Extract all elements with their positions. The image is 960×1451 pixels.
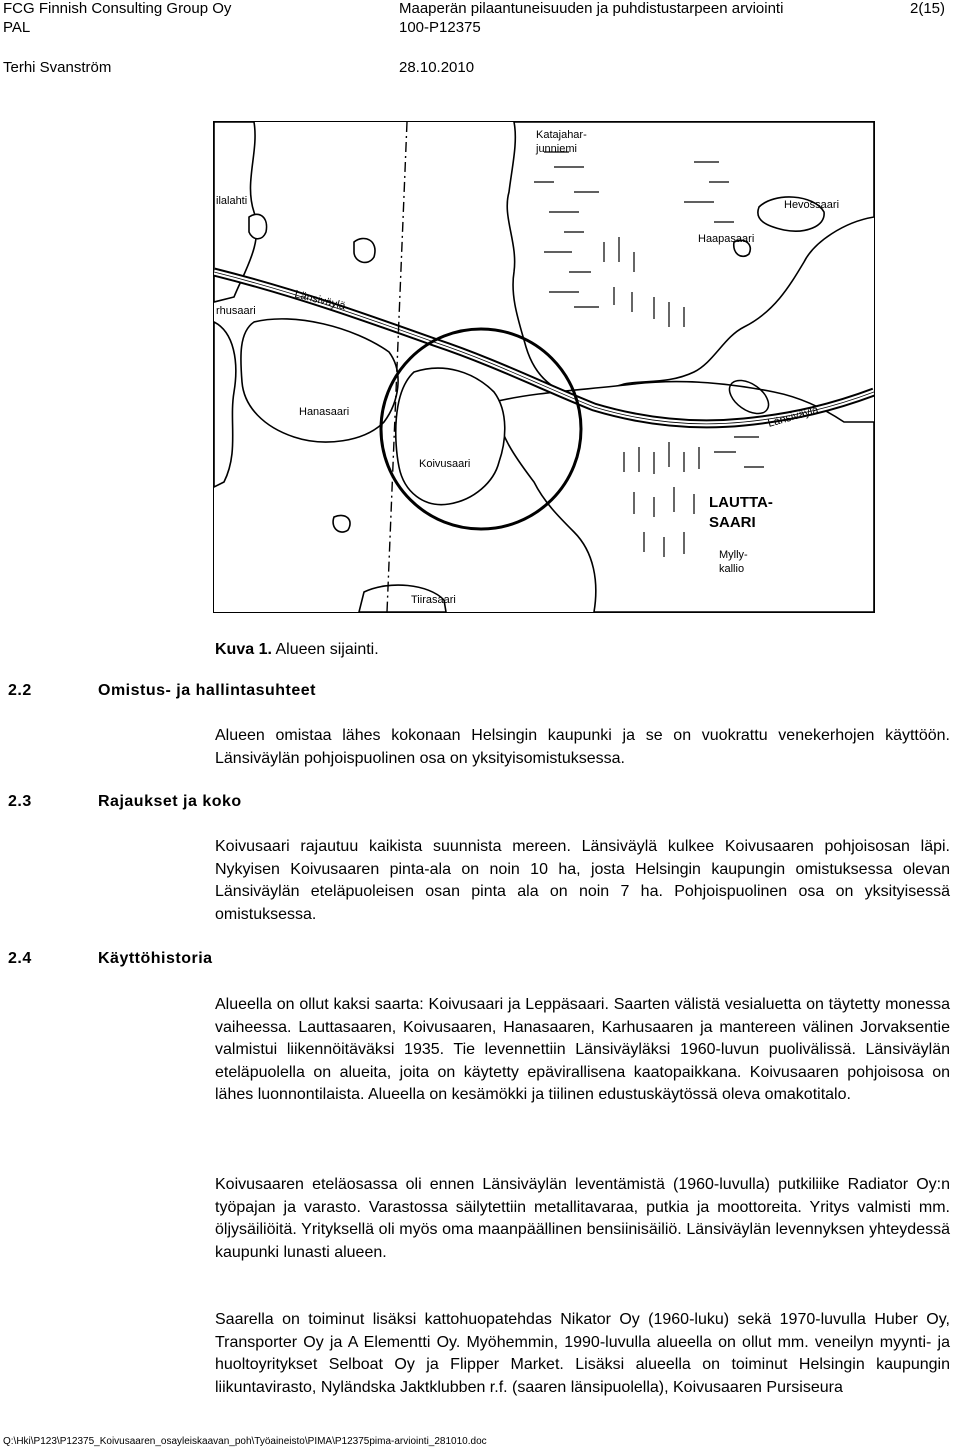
paragraph-ownership: Alueen omistaa lähes kokonaan Helsingin kaupunki ja se on vuokrattu venekerhojen käyttöön. Länsiväylän pohjoispuolinen osa on yksityisomistuksessa.: [215, 727, 950, 767]
figure-caption-label: Kuva 1.: [215, 641, 272, 658]
map-label-hanasaari: Hanasaari: [299, 406, 350, 418]
paragraph-history-1: Alueella on ollut kaksi saarta: Koivusaari ja Leppäsaari. Saarten välistä vesialuetta on täytetty monessa vaiheessa. Lauttasaaren, Koivusaaren, Hanasaaren, Karhusaaren ja mantereen välinen Jorvaksentie valmistui liikennöitäväksi 1935. Tie levennettiin Länsiväyläksi 1960-luvun puolivälissä. Länsiväylän eteläpuolella on alueita, joita on käytetty epävirallisena kaatopaikkana. Koivusaaren pohjoisosa on lähes luonnontilaista. Alueella on kesämökki ja tiilinen edustuskäytössä oleva omakotitalo.: [215, 996, 950, 1103]
project-code: 100-P12375: [399, 19, 481, 36]
company-name: FCG Finnish Consulting Group Oy: [3, 0, 232, 17]
section-number: 2.3: [8, 793, 32, 810]
map-drawing: [214, 122, 874, 612]
map-label-koivusaari: Koivusaari: [419, 458, 471, 470]
map-label-karhusaari: rhusaari: [216, 305, 256, 317]
section-number: 2.4: [8, 950, 32, 967]
location-map: [213, 121, 875, 613]
map-label-lansivayla-west: Länsiväylä: [293, 288, 347, 313]
map-label-hevossaari: Hevossaari: [784, 199, 840, 211]
section-heading-2-4: [8, 950, 213, 968]
section-title: Käyttöhistoria: [98, 950, 213, 967]
map-label-katajaharjunniemi-1: Katajahar-: [536, 129, 587, 141]
map-label-lansivayla-east: Länsiväylä: [766, 404, 820, 430]
paragraph-boundaries: Koivusaari rajautuu kaikista suunnista mereen. Länsiväylä kulkee Koivusaaren pohjoisosan läpi. Nykyisen Koivusaaren pinta-ala on noin 10 ha, josta Helsingin kaupungin omistuksessa olevan Länsiväylän eteläpuoleisen osan pinta ala on noin 7 ha. Pohjoispuolinen osa on yksityisessä omistuksessa.: [215, 838, 950, 923]
map-label-katajaharjunniemi-2: junniemi: [536, 143, 577, 155]
paragraph-history-3: Saarella on toiminut lisäksi kattohuopatehdas Nikator Oy (1960-luku) sekä 1970-luvulla Huber Oy, Transporter Oy ja A Elementti Oy. Myöhemmin, 1990-luvulla alueella on ollut mm. veneilyn myynti- ja huoltoyritykset Selboat Oy ja Flipper Market. Lisäksi alueella on toiminut Helsingin kaupungin liikuntavirasto, Nyländska Jaktklubben r.f. (saaren länsipuolella), Koivusaaren Pursiseura: [215, 1311, 950, 1396]
section-title: Rajaukset ja koko: [98, 793, 242, 810]
figure-caption-text: Alueen sijainti.: [275, 641, 379, 658]
figure-caption: [215, 640, 379, 660]
page-number: 2(15): [910, 0, 946, 17]
document-title: Maaperän pilaantuneisuuden ja puhdistustarpeen arviointi: [399, 0, 784, 17]
section-heading-2-2: [8, 682, 316, 700]
map-label-myllykallio-1: Mylly-: [719, 549, 748, 561]
map-label-ilalahti: ilalahti: [216, 195, 248, 207]
unit-name: PAL: [3, 19, 31, 36]
map-label-myllykallio-2: kallio: [719, 563, 745, 575]
author-name: Terhi Svanström: [3, 59, 112, 76]
file-path-footer: Q:\Hki\P123\P12375_Koivusaaren_osayleiskaavan_poh\Työaineisto\PIMA\P12375pima-arviointi_281010.doc: [3, 1436, 487, 1447]
section-heading-2-3: [8, 793, 242, 811]
map-label-tiirasaari: Tiirasaari: [411, 594, 456, 606]
section-number: 2.2: [8, 682, 32, 699]
map-label-haapasaari: Haapasaari: [698, 233, 755, 245]
paragraph-history-2: Koivusaaren eteläosassa oli ennen Länsiväylän leventämistä (1960-luvulla) putkiliike Radiator Oy:n työpajan ja varasto. Varastossa säilytettiin metallitavaraa, putkia ja moottoreita. Yritys valmisti mm. öljysäiliöitä. Yrityksellä oli myös oma maanpäällinen bensiinisäiliö. Länsiväylän levennyksen yhteydessä kaupunki lunasti alueen.: [215, 1176, 950, 1261]
section-title: Omistus- ja hallintasuhteet: [98, 682, 316, 699]
map-label-lauttasaari-1: LAUTTA-: [709, 494, 773, 511]
map-label-lauttasaari-2: SAARI: [709, 514, 756, 531]
document-date: 28.10.2010: [399, 59, 475, 76]
